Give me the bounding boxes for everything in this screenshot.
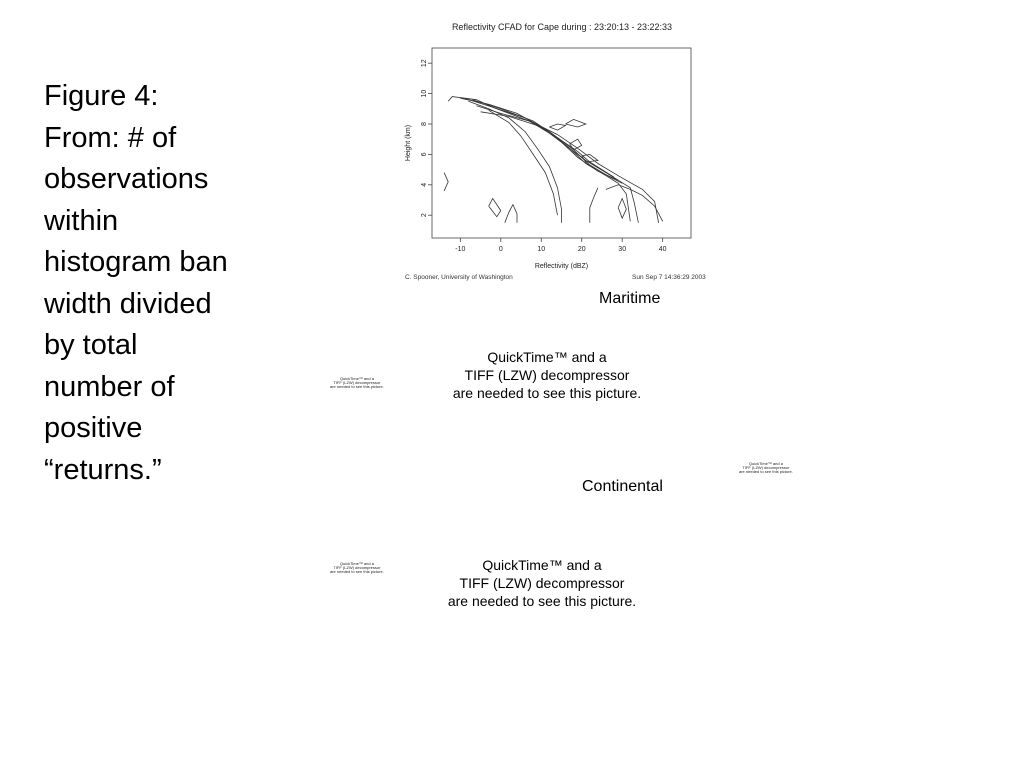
qt-small-line: QuickTime™ and a [339,376,374,381]
caption-line: Figure 4: [44,80,159,112]
y-tick-label: 12 [420,59,428,68]
qt-small-line: TIFF (LZW) decompressor [333,565,381,570]
x-tick-label: 20 [577,246,586,253]
contour-line [618,199,626,219]
caption-line: positive [44,412,143,444]
plot-credit-date: Sun Sep 7 14:36:29 2003 [632,274,706,281]
contour-line [444,173,448,191]
y-tick-label: 2 [420,213,428,218]
caption-line: by total [44,329,138,361]
qt-small-line: TIFF (LZW) decompressor [333,380,381,385]
quicktime-placeholder-small [739,462,793,474]
y-tick-label: 8 [420,122,428,126]
qt-line: QuickTime™ and a [482,557,602,573]
caption-line: observations [44,163,209,195]
contour-line [549,124,565,130]
contour-line [566,119,586,127]
figure-caption [44,76,274,491]
qt-line: are needed to see this picture. [447,593,637,609]
qt-small-line: QuickTime™ and a [339,561,374,566]
caption-line: number of [44,370,175,403]
y-tick-label: 6 [420,152,428,157]
x-tick-label: 40 [658,246,667,253]
qt-small-line: are needed to see this picture. [330,384,384,389]
x-tick-label: 0 [498,246,503,253]
contour-line [582,154,598,162]
qt-line: TIFF (LZW) decompressor [464,367,630,383]
caption-line: histogram ban [44,246,228,278]
contour-line [505,205,517,223]
contour-line [460,98,638,223]
qt-small-line: QuickTime™ and a [748,461,783,466]
caption-line: width divided [44,287,212,320]
qt-small-line: are needed to see this picture. [739,469,793,474]
x-tick-label: 30 [618,246,627,253]
contour-line [590,188,598,223]
caption-line: within [44,204,119,237]
x-tick-label: -10 [455,246,466,253]
x-axis-label: Reflectivity (dBZ) [534,263,589,270]
qt-small-line: are needed to see this picture. [330,569,384,574]
contour-line [473,100,623,184]
y-tick-label: 4 [420,182,428,187]
plot-title: Reflectivity CFAD for Cape during : 23:20:13 - 23:22:33 [451,22,673,32]
qt-small-line: TIFF (LZW) decompressor [742,465,790,470]
quicktime-placeholder-small [330,562,384,574]
continental-label: Continental [582,478,663,495]
quicktime-placeholder-maritime [434,348,660,402]
qt-line: QuickTime™ and a [487,349,607,365]
maritime-label: Maritime [599,290,661,307]
x-tick-label: 10 [537,246,546,253]
quicktime-placeholder-continental [429,556,655,610]
contour-line [464,98,630,221]
qt-line: are needed to see this picture. [452,385,642,401]
plot-credit-author: C. Spooner, University of Washington [405,274,513,281]
contour-line [468,101,561,223]
cfad-contour-plot [400,36,710,276]
quicktime-placeholder-small [330,377,384,389]
qt-line: TIFF (LZW) decompressor [459,575,625,591]
caption-line: From: # of [44,121,177,154]
y-tick-label: 10 [420,89,428,98]
contour-line [448,97,658,223]
caption-line: “returns.” [44,453,162,486]
contour-line [489,199,501,217]
y-axis-label: Height (km) [405,124,412,162]
